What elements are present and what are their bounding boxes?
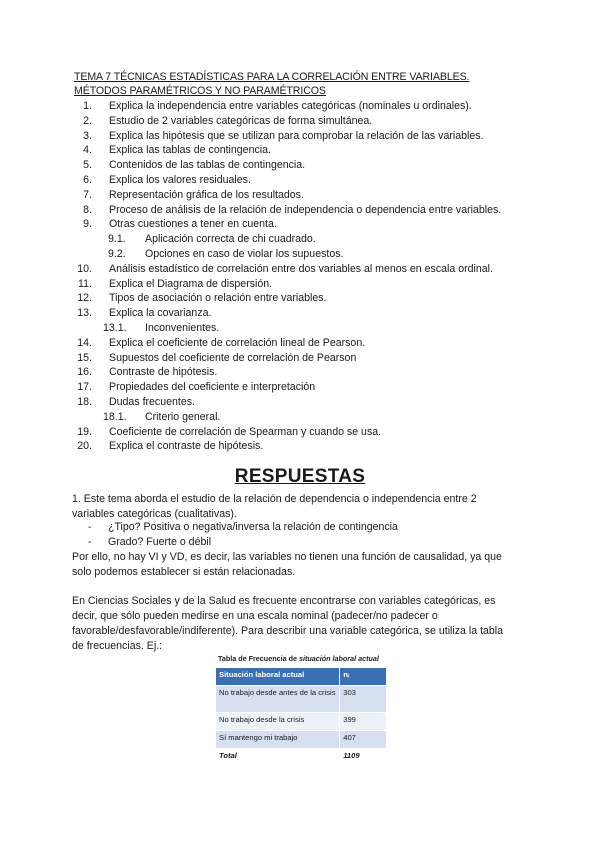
topic-item — [0, 306, 600, 321]
table-caption — [218, 654, 379, 663]
topic-item — [0, 158, 600, 173]
topic-number: 9.1. — [108, 233, 126, 246]
total-value: 1109 — [340, 749, 386, 767]
table-cell: No trabajo desde antes de la crisis — [216, 686, 340, 713]
topic-text: Supuestos del coeficiente de correlación de Pearson — [109, 351, 357, 364]
topic-number: 20. — [77, 440, 92, 453]
topic-number: 15. — [77, 351, 92, 364]
topic-text: Explica el coeficiente de correlación lineal de Pearson. — [109, 336, 366, 349]
topic-text: Dudas frecuentes. — [109, 395, 195, 408]
bullet-item — [88, 535, 211, 550]
topic-number: 17. — [77, 381, 92, 394]
topic-item — [0, 262, 600, 277]
topic-item — [0, 247, 600, 262]
topic-text: Otras cuestiones a tener en cuenta. — [109, 218, 277, 231]
table-header-row — [216, 668, 386, 686]
topic-number: 1. — [83, 100, 92, 112]
answers-heading: RESPUESTAS — [234, 466, 366, 487]
bullet-dash: - — [88, 536, 92, 548]
topic-item — [0, 173, 600, 188]
topic-item — [0, 439, 600, 454]
header-cell: nᵢ — [340, 668, 386, 686]
topic-text: Tipos de asociación o relación entre variables. — [109, 292, 327, 305]
topic-text: Explica la independencia entre variables categóricas (nominales u ordinales). — [109, 100, 472, 112]
table-row — [216, 686, 386, 713]
topic-number: 18. — [77, 395, 92, 408]
document-title — [74, 70, 534, 98]
topic-text: Explica la covarianza. — [109, 307, 212, 320]
paragraph-line: de frecuencias. Ej.: — [72, 640, 163, 652]
paragraph-line: Por ello, no hay VI y VD, es decir, las variables no tienen una función de causalidad, ya que — [72, 551, 502, 563]
answer-paragraph-1 — [72, 492, 532, 522]
topic-text: Opciones en caso de violar los supuestos. — [145, 247, 344, 260]
answer-paragraph-2 — [72, 550, 532, 580]
table-cell: 303 — [340, 686, 386, 713]
topic-text: Propiedades del coeficiente e interpretación — [109, 381, 316, 394]
topic-text: Aplicación correcta de chi cuadrado. — [145, 233, 316, 246]
topic-item — [0, 351, 600, 366]
topic-item — [0, 188, 600, 203]
topic-item — [0, 336, 600, 351]
topic-text: Estudio de 2 variables categóricas de forma simultánea. — [109, 114, 373, 127]
topic-text: Proceso de análisis de la relación de independencia o dependencia entre variables. — [109, 203, 502, 216]
topic-number: 19. — [77, 425, 92, 438]
bullet-item — [88, 520, 398, 535]
paragraph-line: favorable/desfavorable/indiferente). Para describir una variable categórica, se utiliza la tabla — [72, 625, 504, 637]
table-cell: 407 — [340, 731, 386, 749]
title-line-2: MÉTODOS PARAMÉTRICOS Y NO PARAMÉTRICOS — [74, 85, 326, 97]
topic-text: Explica el Diagrama de dispersión. — [109, 277, 273, 290]
topic-text: Representación gráfica de los resultados. — [109, 188, 304, 201]
topic-text: Coeficiente de correlación de Spearman y cuando se usa. — [109, 425, 382, 438]
topic-text: Explica las tablas de contingencia. — [109, 144, 271, 157]
header-cell: Situación laboral actual — [216, 668, 340, 686]
frequency-table — [216, 668, 386, 767]
table-row — [216, 713, 386, 731]
table-cell: 399 — [340, 713, 386, 731]
bullet-text: ¿Tipo? Positiva o negativa/inversa la relación de contingencia — [108, 521, 398, 533]
table-total-row — [216, 749, 386, 767]
topic-list — [0, 99, 600, 454]
topic-number: 10. — [77, 262, 92, 275]
table-row — [216, 731, 386, 749]
topic-number: 4. — [83, 144, 92, 157]
paragraph-line: 1. Este tema aborda el estudio de la relación de dependencia o independencia entre 2 — [72, 493, 477, 505]
topic-number: 16. — [77, 366, 92, 379]
caption-prefix: Tabla de Frecuencia de — [218, 654, 297, 663]
topic-item — [0, 380, 600, 395]
topic-text: Criterio general. — [145, 410, 221, 423]
topic-item — [0, 203, 600, 218]
topic-text: Contraste de hipótesis. — [109, 366, 218, 379]
topic-number: 8. — [83, 203, 92, 216]
topic-item — [0, 143, 600, 158]
answer-paragraph-3 — [72, 594, 532, 654]
bullet-text: Grado? Fuerte o débil — [108, 536, 212, 548]
topic-text: Contenidos de las tablas de contingencia. — [109, 159, 306, 172]
topic-text: Explica los valores residuales. — [109, 173, 251, 186]
topic-number: 14. — [77, 336, 92, 349]
topic-number: 13.1. — [103, 321, 127, 334]
topic-item — [0, 129, 600, 144]
paragraph-line: decir, que sólo pueden medirse en una escala nominal (padecer/no padecer o — [72, 610, 438, 622]
topic-item — [0, 277, 600, 292]
topic-item — [0, 395, 600, 410]
topic-item — [0, 232, 600, 247]
topic-item — [0, 99, 600, 114]
table-cell: No trabajo desde la crisis — [216, 713, 340, 731]
topic-number: 18.1. — [103, 410, 127, 423]
topic-number: 12. — [77, 292, 92, 305]
topic-text: Explica las hipótesis que se utilizan para comprobar la relación de las variables. — [109, 129, 484, 142]
topic-item — [0, 410, 600, 425]
topic-item — [0, 291, 600, 306]
topic-number: 9. — [83, 218, 92, 231]
paragraph-line: variables categóricas (cualitativas). — [72, 508, 237, 520]
topic-number: 3. — [83, 129, 92, 142]
topic-number: 11. — [78, 277, 92, 290]
topic-number: 6. — [83, 173, 92, 186]
topic-item — [0, 217, 600, 232]
paragraph-line: En Ciencias Sociales y de la Salud es frecuente encontrarse con variables categóricas, es — [72, 595, 496, 607]
topic-text: Análisis estadístico de correlación entre dos variables al menos en escala ordinal. — [109, 262, 493, 275]
topic-number: 2. — [83, 114, 92, 127]
topic-item — [0, 425, 600, 440]
topic-number: 13. — [77, 307, 92, 320]
topic-number: 7. — [83, 188, 92, 201]
caption-variable: situación laboral actual — [298, 654, 379, 663]
topic-number: 9.2. — [108, 247, 126, 260]
table-cell: Sí mantengo mi trabajo — [216, 731, 340, 749]
topic-item — [0, 365, 600, 380]
topic-item — [0, 114, 600, 129]
topic-number: 5. — [83, 159, 92, 172]
paragraph-line: solo podemos establecer si están relacionadas. — [72, 566, 296, 578]
title-line-1: TEMA 7 TÉCNICAS ESTADÍSTICAS PARA LA CORRELACIÓN ENTRE VARIABLES. — [74, 71, 470, 83]
topic-item — [0, 321, 600, 336]
bullet-dash: - — [88, 521, 92, 533]
total-label: Total — [216, 749, 340, 767]
topic-text: Explica el contraste de hipótesis. — [109, 440, 264, 453]
topic-text: Inconvenientes. — [145, 321, 220, 334]
